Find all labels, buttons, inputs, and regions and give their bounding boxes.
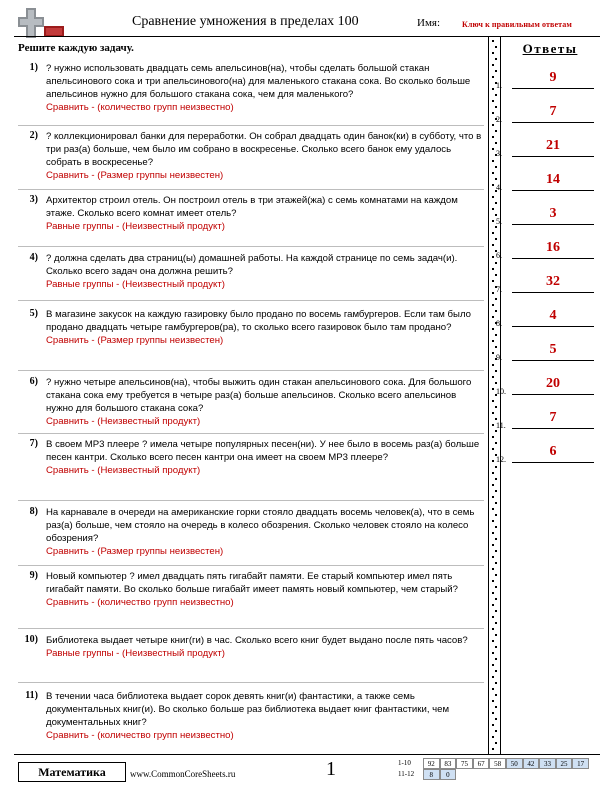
answer-key-label: Ключ к правильным ответам	[462, 20, 572, 29]
question-divider	[18, 500, 484, 501]
separator-dot	[492, 220, 494, 222]
separator-dot	[495, 670, 497, 672]
separator-dot	[492, 244, 494, 246]
separator-dot	[495, 646, 497, 648]
separator-dot	[492, 40, 494, 42]
separator-dot	[492, 712, 494, 714]
separator-dot	[492, 424, 494, 426]
separator-dot	[492, 364, 494, 366]
question-number: 3)	[29, 194, 38, 205]
question-category: Сравнить - (Неизвестный продукт)	[46, 465, 201, 476]
question-category: Сравнить - (количество групп неизвестно)	[46, 102, 234, 113]
question-category: Сравнить - (Размер группы неизвестен)	[46, 170, 224, 181]
question-text: Архитектор строил отель. Он построил отель в три этажей(жа) с семь комнатами на каждом этаже. Сколько всего комнат имеет отель?	[46, 195, 458, 219]
question-category: Равные группы - (Неизвестный продукт)	[46, 279, 225, 290]
page-number: 1	[326, 758, 336, 780]
separator-dot	[492, 280, 494, 282]
separator-dot	[492, 376, 494, 378]
separator-dot	[492, 100, 494, 102]
answer-line	[512, 326, 594, 327]
question-text: ? коллекционировал банки для переработки. Он собрал двадцать один банок(ки) в субботу, что в три раз(а) больше, чем было им собрано в воскресенье. Сколько всего банок ему удалось собрать в воскресенье?	[46, 131, 482, 168]
question-divider	[18, 189, 484, 190]
score-cell: 0	[440, 769, 457, 780]
score-cell: 67	[473, 758, 490, 769]
separator-dot	[492, 736, 494, 738]
question-number: 8)	[29, 506, 38, 517]
question-category: Сравнить - (Размер группы неизвестен)	[46, 335, 224, 346]
answer-value: 9	[549, 70, 557, 85]
answer-line	[512, 360, 594, 361]
question-text: ? должна сделать два страниц(ы) домашней работы. На каждой странице по семь задач(и). Сколько всего задач она должна решить?	[46, 253, 458, 277]
answer-number: 5.	[496, 217, 502, 226]
answer-row	[496, 96, 600, 126]
question-category: Равные группы - (Неизвестный продукт)	[46, 648, 225, 659]
answer-number: 11.	[496, 421, 506, 430]
separator-dot	[492, 232, 494, 234]
question-divider	[18, 125, 484, 126]
question-text: ? нужно четыре апельсинов(на), чтобы выжить один стакан апельсинового сока. Для большого стакана сока ему требуется в четыре раз(а) больше апельсинов. Сколько всего апельсинов нужно для большого стакана сока?	[46, 377, 472, 414]
separator-dot	[495, 550, 497, 552]
separator-dot	[492, 628, 494, 630]
score-cell: 50	[506, 758, 523, 769]
separator-dot	[492, 172, 494, 174]
answer-line	[512, 224, 594, 225]
separator-dot	[492, 112, 494, 114]
answer-number: 12.	[496, 455, 506, 464]
separator-dot	[495, 46, 497, 48]
separator-dot	[492, 124, 494, 126]
separator-dot	[492, 640, 494, 642]
separator-dot	[495, 682, 497, 684]
answer-row	[496, 130, 600, 160]
answer-line	[512, 156, 594, 157]
separator-dot	[495, 574, 497, 576]
question-number: 4)	[29, 252, 38, 263]
separator-dot	[492, 544, 494, 546]
header-rule	[14, 36, 600, 37]
answer-row	[496, 436, 600, 466]
question-divider	[18, 246, 484, 247]
score-cell: 58	[489, 758, 506, 769]
score-cell: 92	[423, 758, 440, 769]
separator-dot	[495, 538, 497, 540]
answer-value: 5	[549, 342, 557, 357]
answer-number: 7.	[496, 285, 502, 294]
separator-dot	[492, 676, 494, 678]
separator-dot	[492, 616, 494, 618]
website-link[interactable]: www.CommonCoreSheets.ru	[130, 769, 236, 779]
separator-dot	[492, 256, 494, 258]
separator-dot	[495, 718, 497, 720]
answer-value: 16	[546, 240, 560, 255]
separator-dot	[492, 268, 494, 270]
answer-number: 9.	[496, 353, 502, 362]
separator-dot	[492, 64, 494, 66]
answer-value: 4	[549, 308, 557, 323]
separator-dot	[495, 562, 497, 564]
question-category: Сравнить - (Неизвестный продукт)	[46, 416, 201, 427]
answer-line	[512, 394, 594, 395]
separator-dot	[495, 586, 497, 588]
separator-dot	[495, 502, 497, 504]
separator-dot	[492, 136, 494, 138]
separator-dot	[492, 460, 494, 462]
separator-dot	[495, 706, 497, 708]
question-divider	[18, 682, 484, 683]
question-number: 11)	[25, 690, 38, 701]
separator-dot	[495, 610, 497, 612]
separator-dot	[492, 508, 494, 510]
name-label: Имя:	[417, 17, 441, 29]
answer-line	[512, 292, 594, 293]
answer-value: 3	[549, 206, 557, 221]
separator-dot	[495, 526, 497, 528]
separator-dot	[492, 160, 494, 162]
score-cell: 17	[572, 758, 589, 769]
separator-dot	[495, 658, 497, 660]
score-cell: 42	[523, 758, 540, 769]
question-number: 6)	[29, 376, 38, 387]
separator-dot	[495, 514, 497, 516]
answer-row	[496, 164, 600, 194]
separator-dot	[492, 652, 494, 654]
answer-row	[496, 402, 600, 432]
score-cell: 8	[423, 769, 440, 780]
question-divider	[18, 433, 484, 434]
question-number: 9)	[29, 570, 38, 581]
answer-value: 7	[549, 104, 557, 119]
separator-dot	[492, 352, 494, 354]
answer-line	[512, 190, 594, 191]
answer-line	[512, 122, 594, 123]
separator-dot	[495, 622, 497, 624]
footer-rule	[14, 754, 600, 755]
answer-number: 10.	[496, 387, 506, 396]
question-text: На карнавале в очереди на американские горки стояло двадцать восемь человек(а), что в семь раз(а) больше, чем стояло на очередь в колесо обозрения. Сколько человек стояло на колесо обозрения?	[46, 507, 475, 544]
answer-line	[512, 258, 594, 259]
answer-number: 6.	[496, 251, 502, 260]
separator-dot	[495, 742, 497, 744]
question-category: Сравнить - (количество групп неизвестно)	[46, 597, 234, 608]
separator-dot	[492, 448, 494, 450]
answer-line	[512, 462, 594, 463]
page-title: Сравнение умножения в пределах 100	[132, 14, 359, 29]
separator-dot	[492, 496, 494, 498]
separator-dot	[492, 472, 494, 474]
answer-value: 6	[549, 444, 557, 459]
separator-dot	[492, 400, 494, 402]
answer-value: 21	[546, 138, 560, 153]
question-divider	[18, 300, 484, 301]
question-divider	[18, 565, 484, 566]
answer-value: 7	[549, 410, 557, 425]
score-row-label: 1-10	[398, 759, 411, 767]
answer-row	[496, 198, 600, 228]
column-separator	[488, 36, 489, 754]
separator-dot	[492, 484, 494, 486]
question-text: Библиотека выдает четыре книг(ги) в час. Сколько всего книг будет выдано после пять часов?	[46, 635, 468, 646]
separator-dot	[492, 196, 494, 198]
separator-dot	[495, 730, 497, 732]
separator-dot	[492, 604, 494, 606]
answer-line	[512, 428, 594, 429]
separator-dot	[495, 694, 497, 696]
plus-times-logo-icon	[18, 8, 64, 38]
separator-dot	[492, 436, 494, 438]
question-category: Сравнить - (количество групп неизвестно)	[46, 730, 234, 741]
separator-dot	[492, 76, 494, 78]
score-cell: 75	[456, 758, 473, 769]
separator-dot	[492, 208, 494, 210]
answer-line	[512, 88, 594, 89]
separator-dot	[492, 88, 494, 90]
question-text: Новый компьютер ? имел двадцать пять гигабайт памяти. Ее старый компьютер имел пять гигабайт памяти. Во сколько больше гигабайт имеет память новый компьютер, чем старый?	[46, 571, 458, 595]
question-number: 7)	[29, 438, 38, 449]
separator-dot	[492, 520, 494, 522]
separator-dot	[492, 748, 494, 750]
question-category: Сравнить - (Размер группы неизвестен)	[46, 546, 224, 557]
question-number: 10)	[24, 634, 38, 645]
score-row-label: 11-12	[398, 770, 415, 778]
answer-value: 14	[546, 172, 560, 187]
answer-number: 4.	[496, 183, 502, 192]
score-cell: 33	[539, 758, 556, 769]
separator-dot	[492, 412, 494, 414]
answer-row	[496, 300, 600, 330]
separator-dot	[495, 634, 497, 636]
answer-number: 1.	[496, 81, 502, 90]
answer-number: 2.	[496, 115, 502, 124]
question-text: В магазине закусок на каждую газировку было продано по восемь гамбургеров. Если там было продано двадцать четыре гамбургеров(ра), то сколько всего газировок было там продано?	[46, 309, 471, 333]
separator-dot	[495, 466, 497, 468]
separator-dot	[492, 52, 494, 54]
answer-number: 8.	[496, 319, 502, 328]
separator-dot	[492, 724, 494, 726]
score-cell: 25	[556, 758, 573, 769]
separator-dot	[492, 184, 494, 186]
answer-number: 3.	[496, 149, 502, 158]
answer-row	[496, 266, 600, 296]
answer-row	[496, 62, 600, 92]
separator-dot	[492, 340, 494, 342]
answer-row	[496, 368, 600, 398]
question-category: Равные группы - (Неизвестный продукт)	[46, 221, 225, 232]
question-number: 5)	[29, 308, 38, 319]
question-text: В течении часа библиотека выдает сорок девять книг(и) фантастики, а также семь документальных книг(и). Во сколько больше раз библиотека выдает книг фантастики, чем документальных книг?	[46, 691, 450, 728]
answer-row	[496, 232, 600, 262]
separator-dot	[495, 490, 497, 492]
separator-dot	[492, 556, 494, 558]
separator-dot	[495, 478, 497, 480]
separator-dot	[492, 292, 494, 294]
separator-dot	[492, 700, 494, 702]
separator-dot	[492, 664, 494, 666]
answers-title: Ответы	[522, 41, 578, 56]
question-text: ? нужно использовать двадцать семь апельсинов(на), чтобы сделать большой стакан апельсинового сока и три апельсинового(на) для маленького стакана сока. Во сколько больше апельсинов нужно для большого стакана сока, чем для маленького?	[46, 63, 471, 100]
question-divider	[18, 628, 484, 629]
separator-dot	[492, 328, 494, 330]
question-number: 1)	[29, 62, 38, 73]
separator-dot	[492, 388, 494, 390]
question-divider	[18, 370, 484, 371]
instructions: Решите каждую задачу.	[18, 42, 134, 54]
separator-dot	[492, 568, 494, 570]
separator-dot	[495, 598, 497, 600]
separator-dot	[492, 316, 494, 318]
separator-dot	[492, 688, 494, 690]
separator-dot	[492, 532, 494, 534]
separator-dot	[495, 58, 497, 60]
subject-badge: Математика	[18, 762, 126, 782]
separator-dot	[492, 592, 494, 594]
question-number: 2)	[29, 130, 38, 141]
separator-dot	[492, 148, 494, 150]
answer-value: 32	[546, 274, 560, 289]
separator-dot	[492, 580, 494, 582]
answer-value: 20	[546, 376, 560, 391]
question-text: В своем MP3 плеере ? имела четыре популярных песен(ни). У нее было в восемь раз(а) больше песен кантри. Сколько всего песен кантри она имеет на своем MP3 плеере?	[46, 439, 480, 463]
score-cell: 83	[440, 758, 457, 769]
separator-dot	[492, 304, 494, 306]
separator-dot	[495, 262, 497, 264]
answer-row	[496, 334, 600, 364]
